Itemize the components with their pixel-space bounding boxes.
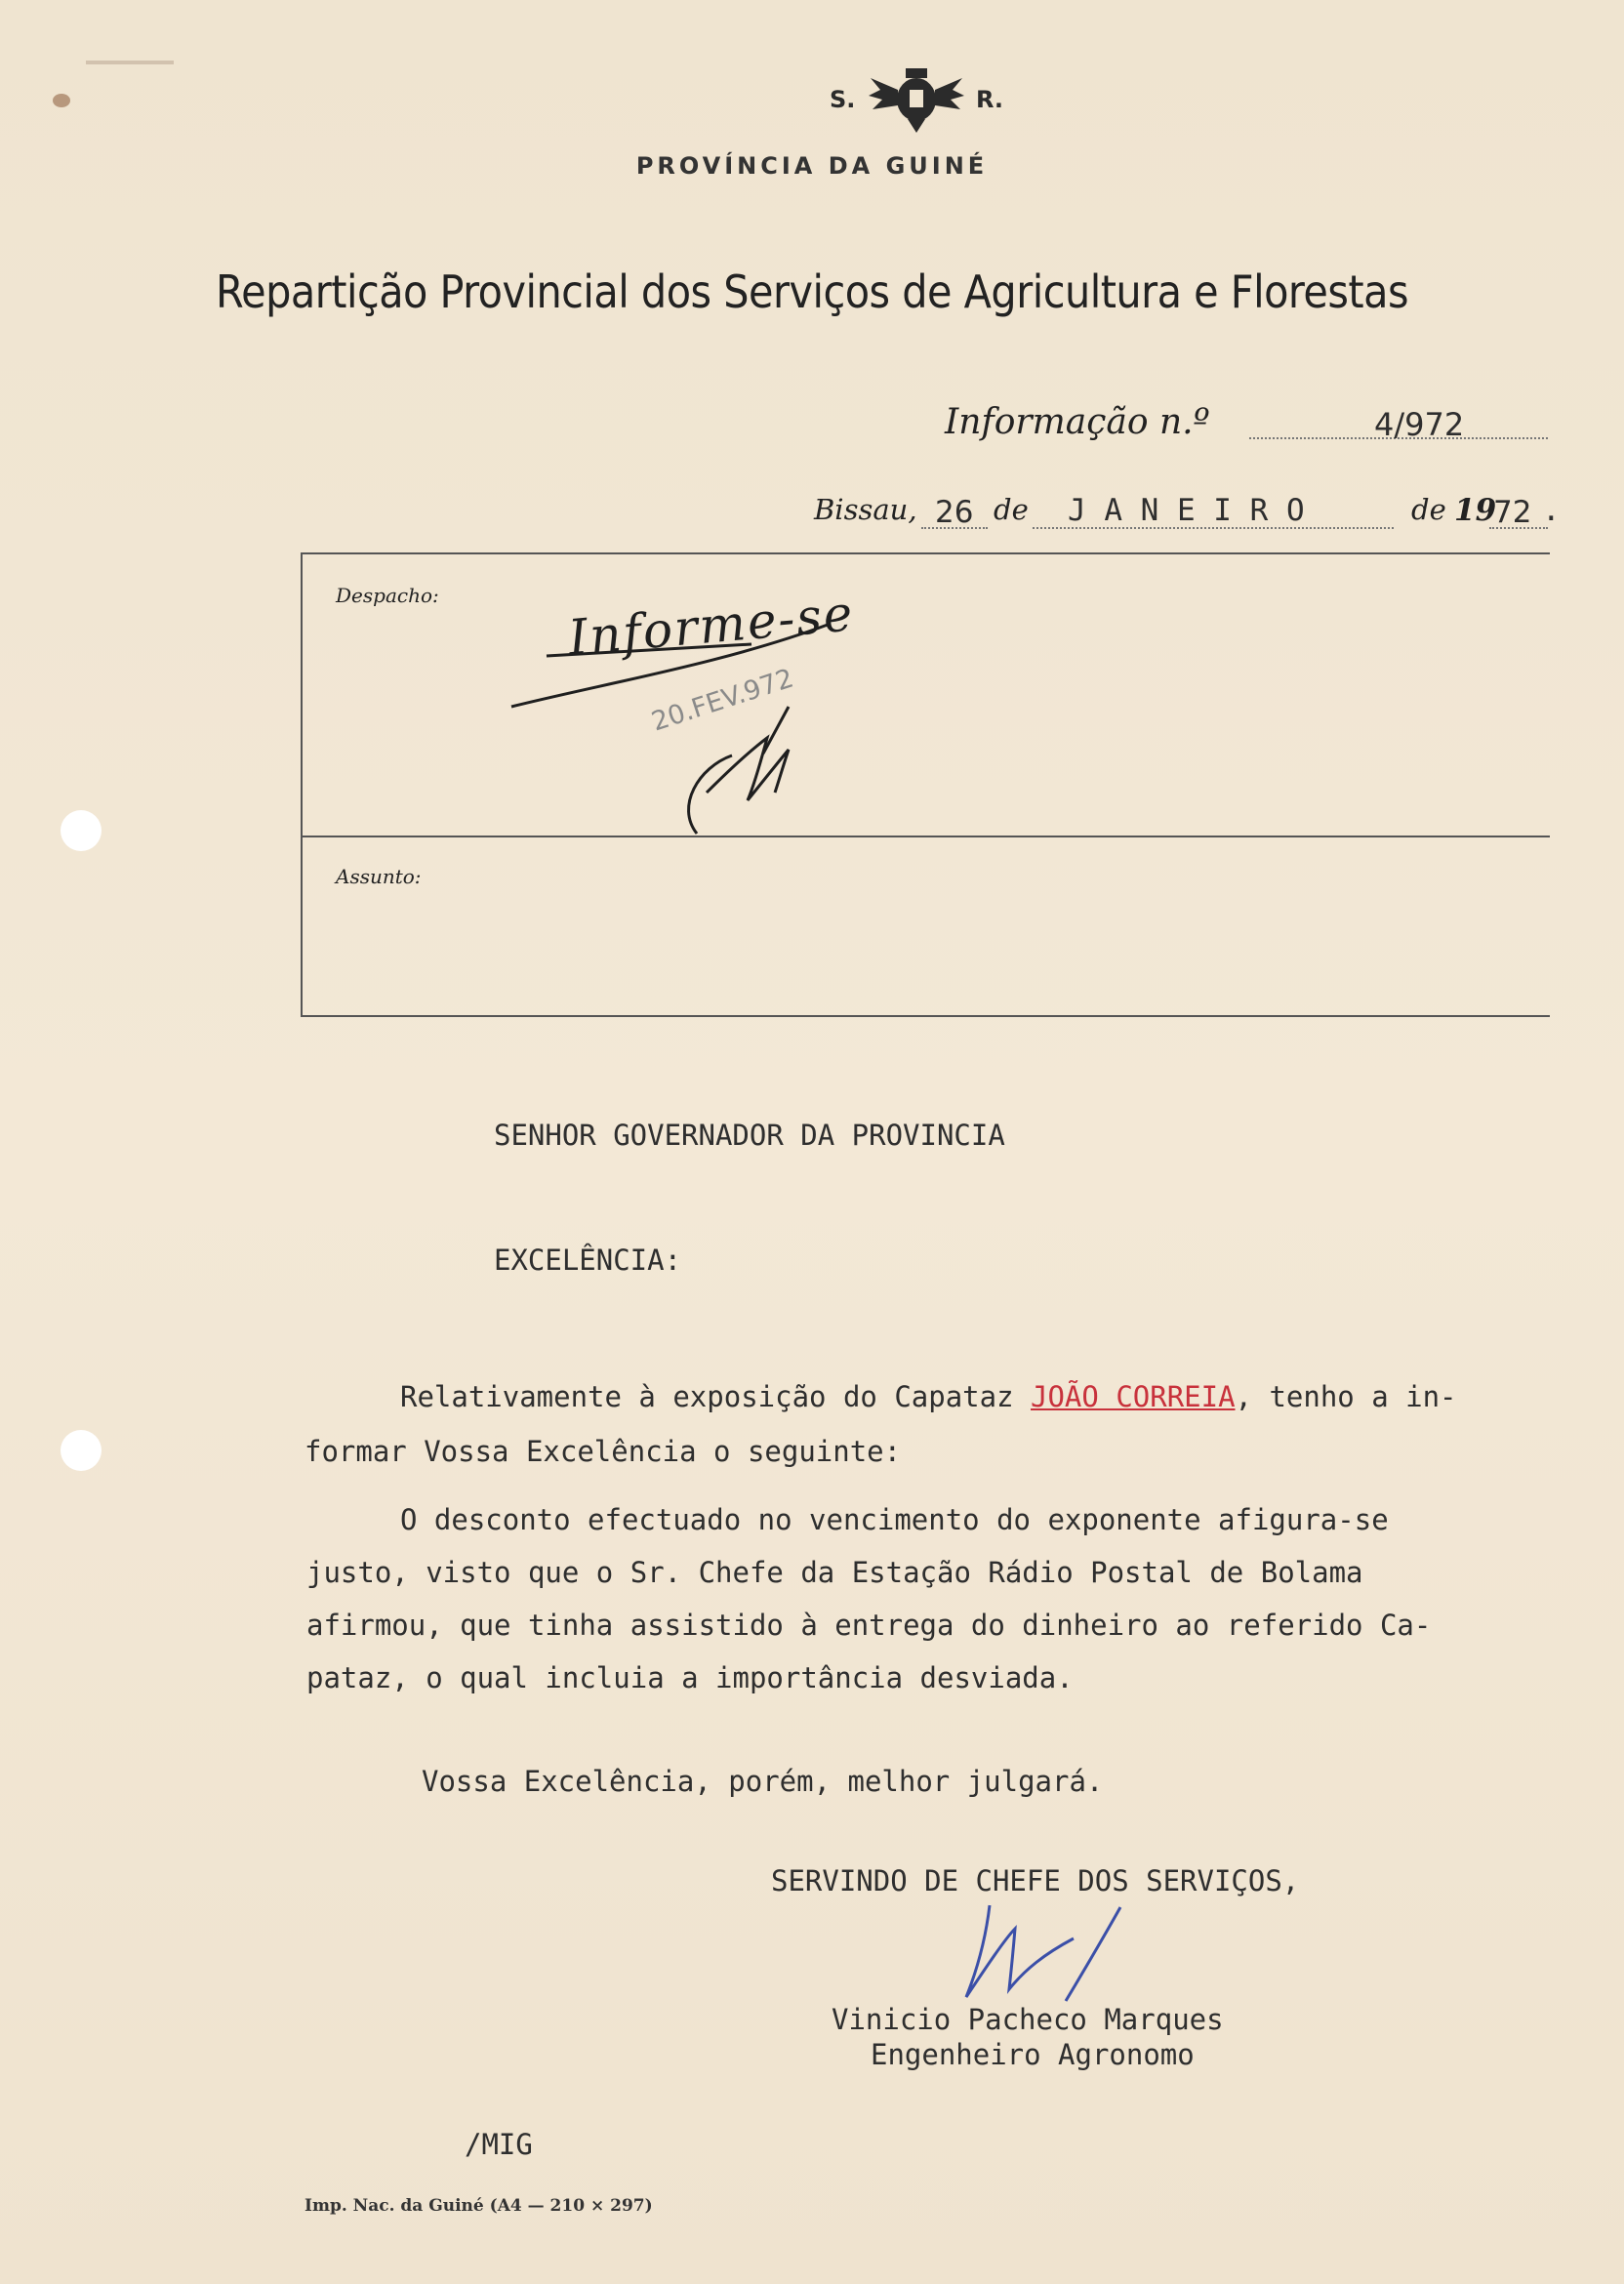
signature-title: SERVINDO DE CHEFE DOS SERVIÇOS, <box>771 1864 1300 1897</box>
date-day: 26 <box>935 495 974 530</box>
box-top-border <box>303 552 1550 554</box>
closing-line: Vossa Excelência, porém, melhor julgará. <box>422 1765 1104 1798</box>
punch-hole-top <box>61 810 102 851</box>
box-bottom-border <box>301 1015 1550 1017</box>
letterhead-r: R. <box>976 86 1004 113</box>
despacho-date-stamp: 20.FEV.972 <box>648 663 797 738</box>
date-de-2: de <box>1411 493 1446 526</box>
reference-initials: /MIG <box>465 2128 533 2161</box>
date-month: J A N E I R O <box>1068 493 1305 528</box>
box-left-border <box>301 552 303 1015</box>
date-month-line <box>1033 527 1394 529</box>
date-year-line <box>1489 527 1548 529</box>
salutation: EXCELÊNCIA: <box>494 1244 682 1277</box>
date-day-line <box>921 527 988 529</box>
p1-text-after: , tenho a in- <box>1235 1380 1457 1413</box>
date-de-1: de <box>994 493 1029 526</box>
paragraph-2-line-3: afirmou, que tinha assistido à entrega do dinheiro ao referido Ca- <box>306 1609 1432 1642</box>
info-number: 4/972 <box>1374 406 1465 443</box>
despacho-label: Despacho: <box>336 584 439 607</box>
signer-name: Vinicio Pacheco Marques <box>832 2003 1224 2036</box>
paper-mark <box>86 61 174 64</box>
assunto-label: Assunto: <box>336 865 422 888</box>
paragraph-2-line-1: O desconto efectuado no vencimento do exponente afigura-se <box>400 1503 1389 1536</box>
printer-footer: Imp. Nac. da Guiné (A4 — 210 × 297) <box>304 2196 653 2216</box>
box-middle-border <box>303 836 1550 837</box>
despacho-initials-signature <box>673 699 810 841</box>
date-year-prefix: 19 <box>1454 493 1497 528</box>
p1-text-before: Relativamente à exposição do Capataz <box>400 1380 1032 1413</box>
paragraph-2-line-2: justo, visto que o Sr. Chefe da Estação Rádio Postal de Bolama <box>306 1556 1363 1589</box>
info-label: Informação n.º <box>945 402 1210 442</box>
paragraph-2-line-4: pataz, o qual incluia a importância desviada. <box>306 1661 1074 1694</box>
date-year-suffix: 72 <box>1493 495 1532 530</box>
signer-role: Engenheiro Agronomo <box>871 2038 1195 2071</box>
department-title: Repartição Provincial dos Serviços de Agricultura e Florestas <box>215 265 1409 318</box>
blue-signature <box>956 1899 1132 2005</box>
date-year-end: . <box>1542 493 1561 528</box>
capataz-name: JOÃO CORREIA <box>1031 1380 1236 1413</box>
rust-stain <box>53 94 70 107</box>
paragraph-1-line-2: formar Vossa Excelência o seguinte: <box>304 1435 902 1468</box>
province-name: PROVÍNCIA DA GUINÉ <box>635 152 989 180</box>
despacho-underline <box>508 605 839 713</box>
coat-of-arms-icon <box>867 61 966 135</box>
paragraph-1-line-1 <box>400 1380 1457 1413</box>
despacho-handwriting: Informe-se <box>566 585 857 667</box>
punch-hole-bottom <box>61 1430 102 1471</box>
letterhead-s: S. <box>830 86 856 113</box>
date-city: Bissau, <box>814 493 917 526</box>
addressee: SENHOR GOVERNADOR DA PROVINCIA <box>494 1119 1005 1152</box>
